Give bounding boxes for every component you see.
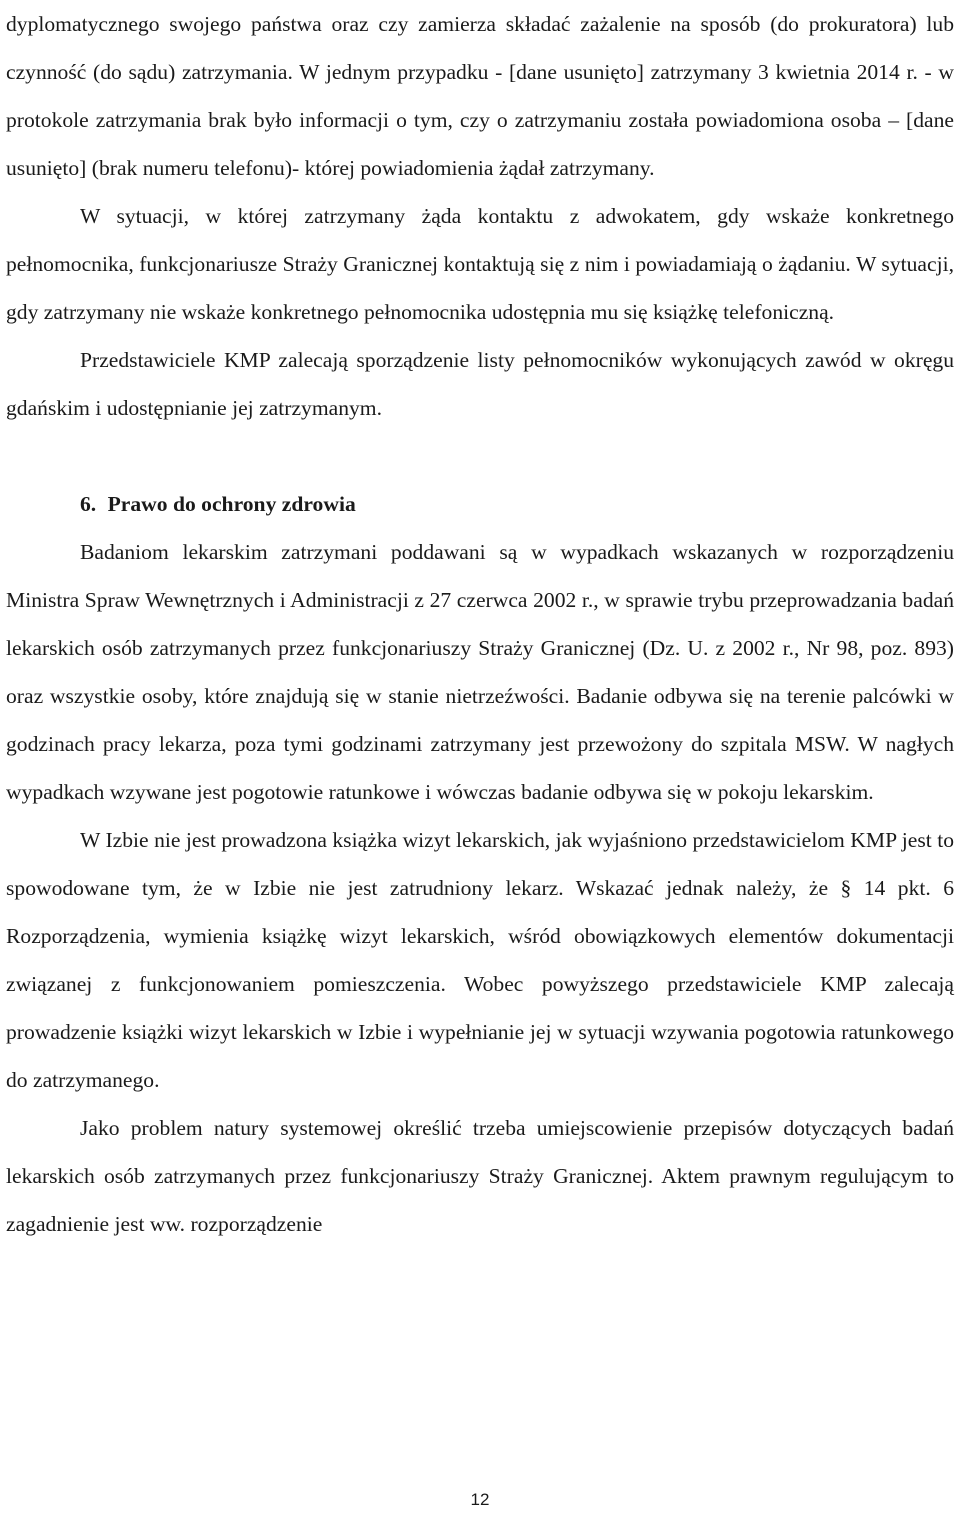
paragraph-medical-exams: Badaniom lekarskim zatrzymani poddawani są w wypadkach wskazanych w rozporządzeniu Ministra Spraw Wewnętrznych i Administracji z 27 czerwca 2002 r., w sprawie trybu przeprowadzania badań lekarskich osób zatrzymanych przez funkcjonariuszy Straży Granicznej (Dz. U. z 2002 r., Nr 98, poz. 893) oraz wszystkie osoby, które znajdują się w stanie nietrzeźwości. Badanie odbywa się na terenie palcówki w godzinach pracy lekarza, poza tymi godzinami zatrzymany jest przewożony do szpitala MSW. W nagłych wypadkach wzywane jest pogotowie ratunkowe i wówczas badanie odbywa się w pokoju lekarskim. <box>6 540 954 804</box>
paragraph-systemic-problem: Jako problem natury systemowej określić trzeba umiejscowienie przepisów dotyczących badań lekarskich osób zatrzymanych przez funkcjonariuszy Straży Granicznej. Aktem prawnym regulującym to zagadnienie jest ww. rozporządzenie <box>6 1116 954 1236</box>
section-heading <box>6 480 954 528</box>
section-number: 6. <box>80 492 97 516</box>
paragraph-lawyer-contact: W sytuacji, w której zatrzymany żąda kontaktu z adwokatem, gdy wskaże konkretnego pełnomocnika, funkcjonariusze Straży Granicznej kontaktują się z nim i powiadamiają o żądaniu. W sytuacji, gdy zatrzymany nie wskaże konkretnego pełnomocnika udostępnia mu się książkę telefoniczną. <box>6 204 954 324</box>
section-title: Prawo do ochrony zdrowia <box>107 492 356 516</box>
document-page <box>6 0 954 1248</box>
paragraph-recommendation: Przedstawiciele KMP zalecają sporządzenie listy pełnomocników wykonujących zawód w okręgu gdańskim i udostępnianie jej zatrzymanym. <box>6 348 954 420</box>
section-spacer <box>6 432 954 480</box>
paragraph-continuation: dyplomatycznego swojego państwa oraz czy zamierza składać zażalenie na sposób (do prokuratora) lub czynność (do sądu) zatrzymania. W jednym przypadku - [dane usunięto] zatrzymany 3 kwietnia 2014 r. - w protokole zatrzymania brak było informacji o tym, czy o zatrzymaniu została powiadomiona osoba – [dane usunięto] (brak numeru telefonu)- której powiadomienia żądał zatrzymany. <box>6 12 954 180</box>
page-number: 12 <box>470 1490 490 1509</box>
paragraph-medical-book: W Izbie nie jest prowadzona książka wizyt lekarskich, jak wyjaśniono przedstawicielom KMP jest to spowodowane tym, że w Izbie nie jest zatrudniony lekarz. Wskazać jednak należy, że § 14 pkt. 6 Rozporządzenia, wymienia książkę wizyt lekarskich, wśród obowiązkowych elementów dokumentacji związanej z funkcjonowaniem pomieszczenia. Wobec powyższego przedstawiciele KMP zalecają prowadzenie książki wizyt lekarskich w Izbie i wypełnianie jej w sytuacji wzywania pogotowia ratunkowego do zatrzymanego. <box>6 828 954 1092</box>
